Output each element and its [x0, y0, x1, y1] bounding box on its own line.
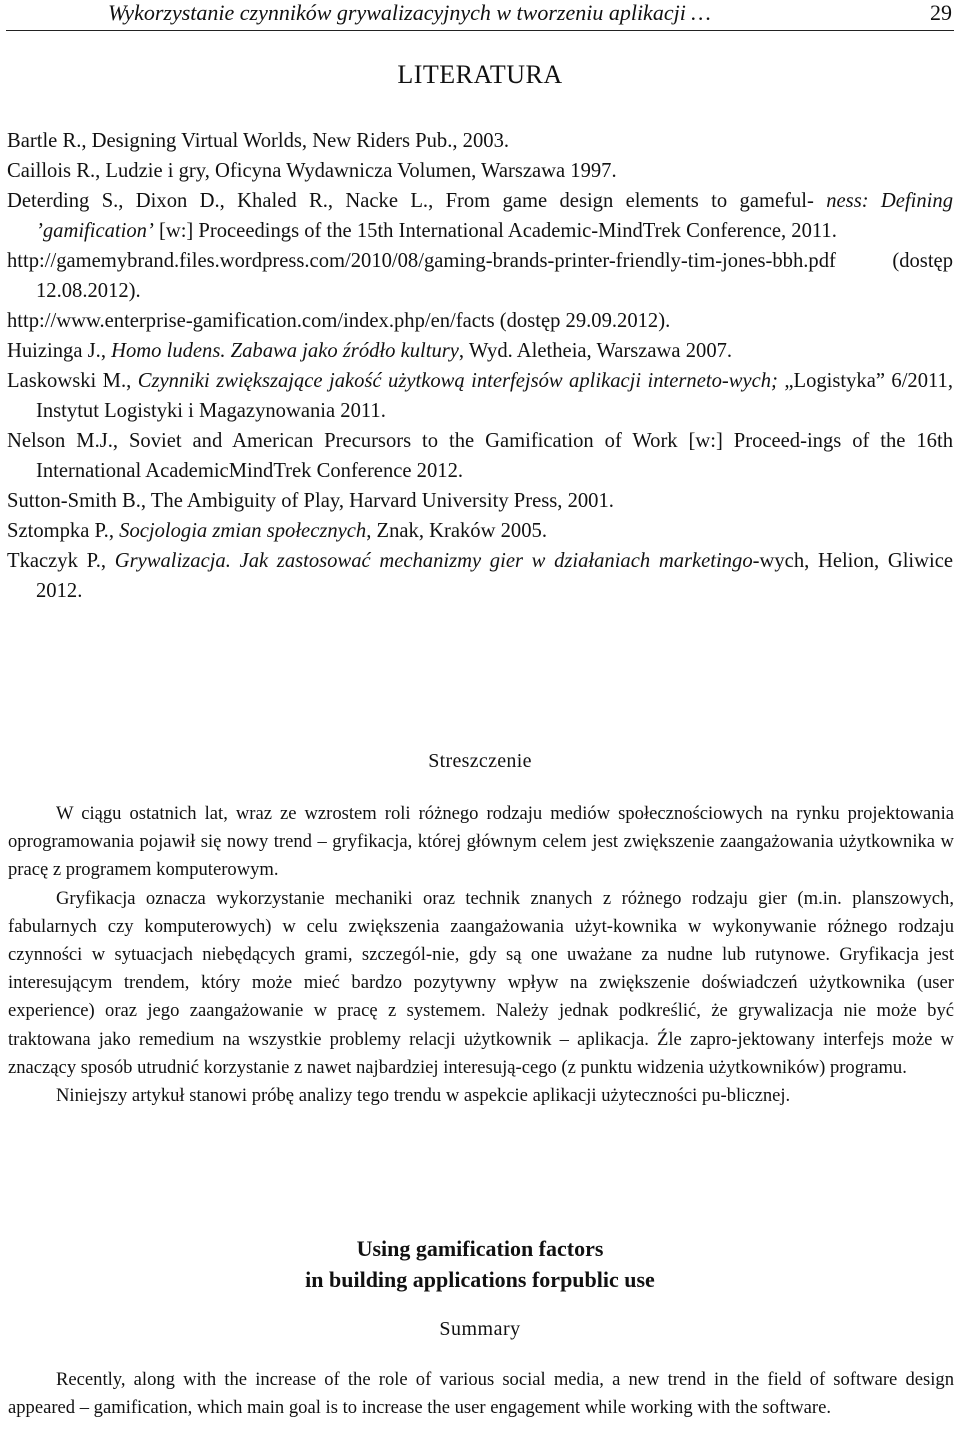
reference-item — [7, 126, 953, 156]
reference-details: , Znak, Kraków 2005. — [366, 520, 547, 542]
running-title: Wykorzystanie czynników grywalizacyjnych w tworzeniu aplikacji … — [108, 0, 711, 25]
english-title — [0, 1233, 960, 1295]
abstract-paragraph: Gryfikacja oznacza wykorzystanie mechaniki oraz technik znanych z różnego rodzaju gier (m.in. planszowych, fabularnych czy komputerowych) w celu zwiększenia zaangażowania użyt-kownika w wykonywanie różnego rodzaju czynności w sytuacjach niebędących grami, szczegól-nie, gdy są one uważane za nudne lub rutynowe. Gryfikacja jest interesującym trendem, który może mieć bardzo pozytywny wpływ na zwiększenie doświadczeń użytkownika (user experience) oraz jego zaangażowanie w pracę z systemem. Należy jednak podkreślić, że grywalizacja nie może być traktowana jako remedium na wszystkie problemy relacji użytkownik – aplikacja. Źle zapro-jektowany interfejs może w znaczący sposób utrudnić korzystanie z nawet najbardziej interesują-cego (z punktu widzenia użytkowników) programu. — [8, 887, 954, 1078]
literature-heading: LITERATURA — [397, 60, 563, 89]
reference-separator: , — [100, 340, 112, 362]
reference-author: Huizinga J. — [7, 340, 101, 362]
reference-separator: , — [108, 520, 120, 542]
reference-title: Czynniki zwiększające jakość użytkową interfejsów aplikacji interneto-wych; — [137, 370, 778, 392]
page-number: 29 — [930, 0, 952, 25]
english-title-line: Using gamification factors — [356, 1236, 604, 1261]
reference-details: , From game design elements to gameful- — [428, 190, 814, 212]
reference-item — [7, 426, 953, 486]
running-header — [6, 0, 954, 31]
reference-url: http://www.enterprise-gamification.com/index.php/en/facts (dostęp 29.09.2012). — [7, 310, 671, 332]
summary-heading: Summary — [439, 1318, 521, 1340]
summary-body — [8, 1366, 954, 1422]
reference-list — [7, 126, 953, 606]
reference-item — [7, 336, 953, 366]
reference-url: http://gamemybrand.files.wordpress.com/2010/08/gaming-brands-printer-friendly-tim-jones-bbh.pdf (dostęp 12.08.2012). — [7, 250, 953, 302]
reference-author: Tkaczyk P. — [7, 550, 101, 572]
reference-details: , Designing Virtual Worlds, New Riders Pub., 2003. — [81, 130, 510, 152]
summary-paragraph: Recently, along with the increase of the role of various social media, a new trend in the field of software design appeared – gamification, which main goal is to increase the user engagement while working with the software. — [8, 1369, 954, 1418]
reference-author: Deterding S., Dixon D., Khaled R., Nacke L. — [7, 190, 429, 212]
reference-details: , Soviet and American Precursors to the Gamification of Work [w:] Proceed-ings of the 16th International AcademicMindTrek Conference 2012. — [36, 430, 953, 482]
reference-author: Sztompka P. — [7, 520, 109, 542]
reference-item — [7, 546, 953, 606]
reference-details: „Logistyka” 6/2011, Instytut Logistyki i Magazynowania 2011. — [36, 370, 954, 422]
english-title-line: in building applications forpublic use — [305, 1267, 655, 1292]
abstract-paragraph: Niniejszy artykuł stanowi próbę analizy tego trendu w aspekcie aplikacji użyteczności pu-blicznej. — [56, 1085, 791, 1107]
reference-title: Grywalizacja. Jak zastosować mechanizmy gier w działaniach marketingo- — [114, 550, 760, 572]
reference-author: Sutton-Smith B. — [7, 490, 141, 512]
reference-title: ness: Defining ’gamification’ — [36, 190, 953, 242]
reference-author: Laskowski M. — [7, 370, 127, 392]
reference-author: Bartle R. — [7, 130, 82, 152]
reference-item — [7, 366, 953, 426]
reference-item — [7, 186, 953, 246]
reference-item — [7, 306, 953, 336]
reference-item — [7, 156, 953, 186]
reference-details: , Wyd. Aletheia, Warszawa 2007. — [458, 340, 733, 362]
reference-item — [7, 246, 953, 306]
reference-author: Nelson M.J. — [7, 430, 113, 452]
abstract-paragraph: W ciągu ostatnich lat, wraz ze wzrostem roli różnego rodzaju mediów społecznościowych na rynku projektowania oprogramowania pojawił się nowy trend – gryfikacja, której głównym celem jest zwiększenie zaangażowania użytkownika w pracę z programem komputerowym. — [8, 803, 954, 881]
reference-details: wych, Helion, Gliwice 2012. — [36, 550, 954, 602]
reference-separator: , — [100, 550, 115, 572]
reference-title: Socjologia zmian społecznych — [119, 520, 367, 542]
reference-author: Caillois R. — [7, 160, 96, 182]
reference-item — [7, 486, 953, 516]
reference-details: , The Ambiguity of Play, Harvard University Press, 2001. — [140, 490, 614, 512]
reference-title: Homo ludens. Zabawa jako źródło kultury — [111, 340, 459, 362]
reference-item — [7, 516, 953, 546]
abstract-heading: Streszczenie — [428, 750, 532, 772]
reference-separator: , — [126, 370, 138, 392]
reference-details: [w:] Proceedings of the 15th International Academic-MindTrek Conference, 2011. — [153, 220, 837, 242]
abstract-body — [8, 800, 954, 1110]
reference-details: , Ludzie i gry, Oficyna Wydawnicza Volumen, Warszawa 1997. — [95, 160, 617, 182]
